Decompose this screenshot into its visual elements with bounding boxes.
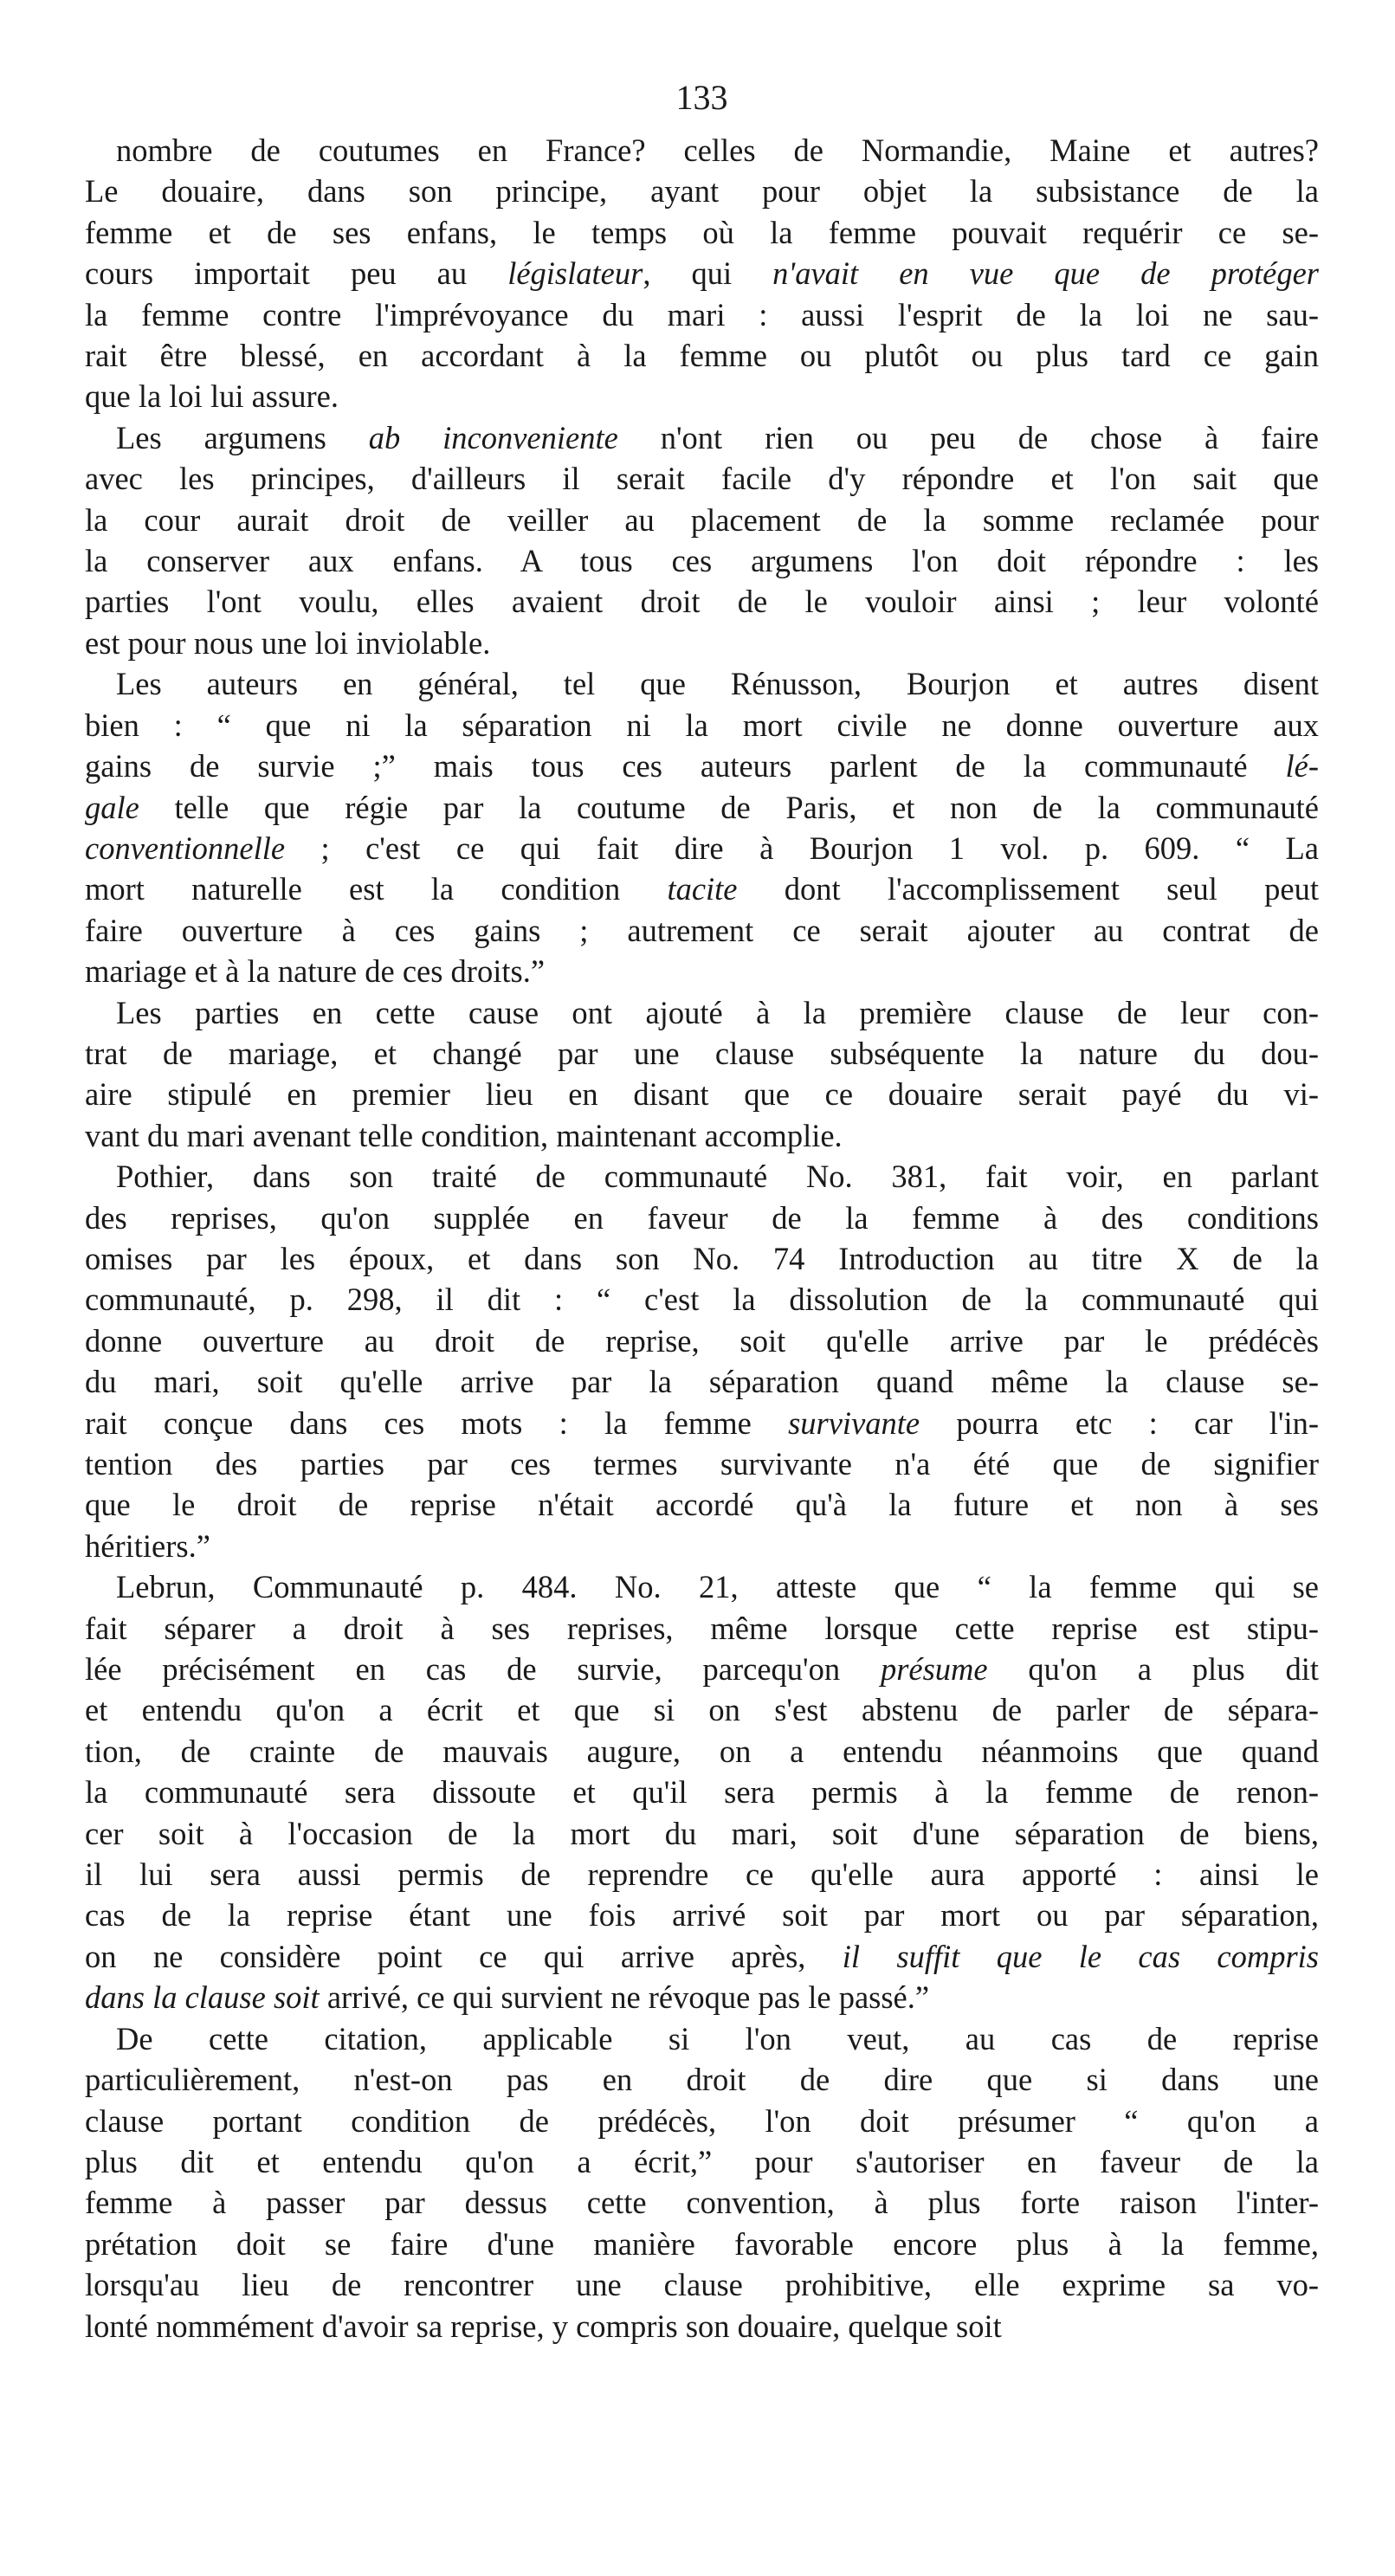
text-line	[85, 868, 1319, 909]
text-segment: parties l'ont voulu, elles avaient droit de le vouloir ainsi ; leur volonté	[85, 584, 1319, 620]
text-segment: des reprises, qu'on supplée en faveur de la femme à des conditions	[85, 1199, 1319, 1236]
text-segment: on ne considère point ce qui arrive après,	[85, 1938, 843, 1974]
text-segment: que le droit de reprise n'était accordé qu'à la future et non à ses	[85, 1487, 1319, 1523]
text-line	[85, 1238, 1319, 1279]
text-segment: particulièrement, n'est-on pas en droit de dire que si dans une	[85, 2062, 1319, 2098]
text-segment: héritiers.”	[85, 1527, 210, 1564]
italic-text: législateur	[507, 255, 643, 292]
paragraph	[85, 663, 1319, 991]
text-segment: omises par les époux, et dans son No. 74 Introduction au titre X de la	[85, 1240, 1319, 1276]
paragraph	[85, 1566, 1319, 2018]
text-segment: tion, de crainte de mauvais augure, on a entendu néanmoins que quand	[85, 1733, 1319, 1769]
italic-text: présume	[880, 1651, 988, 1688]
text-line	[85, 1074, 1319, 1114]
text-line	[85, 1320, 1319, 1361]
text-line	[85, 1198, 1319, 1238]
text-line	[85, 1977, 1319, 2018]
text-segment: rait conçue dans ces mots : la femme	[85, 1404, 789, 1441]
text-line	[85, 294, 1319, 335]
text-line	[85, 2059, 1319, 2100]
text-segment: avec les principes, d'ailleurs il serait facile d'y répondre et l'on sait que	[85, 461, 1319, 497]
text-segment: trat de mariage, et changé par une clause subséquente la nature du dou-	[85, 1035, 1319, 1071]
paragraph	[85, 992, 1319, 1157]
italic-text: il suffit que le cas compris	[842, 1938, 1319, 1974]
text-segment: faire ouverture à ces gains ; autrement ce serait ajouter au contrat de	[85, 912, 1319, 948]
text-line	[85, 376, 1319, 416]
text-segment: tention des parties par ces termes survivante n'a été que de signifier	[85, 1446, 1319, 1482]
text-segment: prétation doit se faire d'une manière favorable encore plus à la femme,	[85, 2225, 1319, 2262]
text-segment: la cour aurait droit de veiller au placement de la somme reclamée pour	[85, 501, 1319, 538]
text-line	[85, 130, 1319, 171]
text-segment: bien : “ que ni la séparation ni la mort civile ne donne ouverture aux	[85, 707, 1319, 743]
text-line	[85, 2224, 1319, 2264]
text-line	[85, 663, 1319, 704]
text-line	[85, 2101, 1319, 2141]
italic-text: survivante	[788, 1404, 920, 1441]
text-line	[85, 992, 1319, 1033]
text-line	[85, 171, 1319, 211]
text-segment: Les argumens	[116, 419, 369, 455]
text-segment: mariage et à la nature de ces droits.”	[85, 953, 546, 990]
text-line	[85, 1566, 1319, 1607]
text-segment: communauté, p. 298, il dit : “ c'est la dissolution de la communauté qui	[85, 1282, 1319, 1318]
text-segment: la communauté sera dissoute et qu'il sera permis à la femme de renon-	[85, 1774, 1319, 1811]
text-body	[85, 130, 1319, 2347]
text-line	[85, 910, 1319, 951]
text-line	[85, 1895, 1319, 1935]
text-segment: cas de la reprise étant une fois arrivé soit par mort ou par séparation,	[85, 1897, 1319, 1934]
text-line	[85, 1936, 1319, 1977]
text-line	[85, 1772, 1319, 1812]
text-segment: gains de survie ;” mais tous ces auteurs parlent de la communauté	[85, 748, 1286, 784]
text-segment: ; c'est ce qui fait dire à Bourjon 1 vol. p. 609. “ La	[285, 830, 1319, 866]
text-segment: De cette citation, applicable si l'on veut, au cas de reprise	[116, 2020, 1319, 2056]
text-segment: cer soit à l'occasion de la mort du mari, soit d'une séparation de biens,	[85, 1815, 1319, 1851]
text-line	[85, 335, 1319, 376]
text-segment: est pour nous une loi inviolable.	[85, 624, 491, 661]
text-segment: n'ont rien ou peu de chose à faire	[617, 419, 1319, 455]
text-line	[85, 1526, 1319, 1566]
text-segment: donne ouverture au droit de reprise, soit qu'elle arrive par le prédécès	[85, 1322, 1319, 1359]
italic-text: lé-	[1285, 748, 1319, 784]
text-segment: cours importait peu au	[85, 255, 508, 292]
text-segment: clause portant condition de prédécès, l'on doit présumer “ qu'on a	[85, 2102, 1319, 2139]
text-line	[85, 828, 1319, 868]
text-line	[85, 1156, 1319, 1197]
text-segment: il lui sera aussi permis de reprendre ce qu'elle aura apporté : ainsi le	[85, 1856, 1319, 1893]
text-segment: Le douaire, dans son principe, ayant pour objet la subsistance de la	[85, 173, 1319, 210]
text-segment: lonté nommément d'avoir sa reprise, y compris son douaire, quelque soit	[85, 2308, 1002, 2344]
text-line	[85, 1689, 1319, 1730]
text-segment: que la loi lui assure.	[85, 378, 339, 415]
text-line	[85, 417, 1319, 458]
italic-text: gale	[85, 789, 139, 825]
text-segment: dont l'accomplissement seul peut	[737, 871, 1319, 907]
italic-text: conventionnelle	[85, 830, 286, 866]
text-line	[85, 1854, 1319, 1895]
text-segment: lorsqu'au lieu de rencontrer une clause prohibitive, elle exprime sa vo-	[85, 2267, 1319, 2303]
text-line	[85, 500, 1319, 540]
text-line	[85, 787, 1319, 828]
text-line	[85, 540, 1319, 581]
text-segment: aire stipulé en premier lieu en disant que ce douaire serait payé du vi-	[85, 1076, 1319, 1113]
paragraph	[85, 417, 1319, 663]
text-line	[85, 1813, 1319, 1854]
text-line	[85, 2141, 1319, 2182]
text-segment: Les parties en cette cause ont ajouté à la première clause de leur con-	[116, 994, 1319, 1030]
text-segment: plus dit et entendu qu'on a écrit,” pour s'autoriser en faveur de la	[85, 2143, 1319, 2179]
text-line	[85, 2264, 1319, 2305]
text-segment: telle que régie par la coutume de Paris, et non de la communauté	[139, 789, 1319, 825]
text-segment: vant du mari avenant telle condition, maintenant accomplie.	[85, 1117, 843, 1153]
paragraph	[85, 1156, 1319, 1566]
paragraph	[85, 130, 1319, 417]
text-line	[85, 951, 1319, 991]
text-line	[85, 1115, 1319, 1156]
text-segment: Pothier, dans son traité de communauté No. 381, fait voir, en parlant	[116, 1159, 1319, 1195]
text-line	[85, 1403, 1319, 1443]
text-segment: lée précisément en cas de survie, parcequ'on	[85, 1651, 881, 1688]
text-segment: la femme contre l'imprévoyance du mari : aussi l'esprit de la loi ne sau-	[85, 296, 1319, 332]
text-line	[85, 212, 1319, 253]
text-line	[85, 581, 1319, 622]
text-segment: femme et de ses enfans, le temps où la femme pouvait requérir ce se-	[85, 214, 1319, 250]
paragraph	[85, 2018, 1319, 2347]
text-line	[85, 1443, 1319, 1484]
italic-text: ab inconveniente	[368, 419, 618, 455]
text-segment: arrivé, ce qui survient ne révoque pas le passé.”	[319, 1979, 930, 2016]
text-line	[85, 458, 1319, 499]
text-segment: et entendu qu'on a écrit et que si on s'est abstenu de parler de sépara-	[85, 1692, 1319, 1728]
text-segment: mort naturelle est la condition	[85, 871, 668, 907]
text-line	[85, 1279, 1319, 1320]
italic-text: tacite	[667, 871, 738, 907]
text-segment: femme à passer par dessus cette convention, à plus forte raison l'inter-	[85, 2185, 1319, 2221]
italic-text: dans la clause soit	[85, 1979, 320, 2016]
text-line	[85, 1484, 1319, 1525]
text-line	[85, 705, 1319, 746]
text-line	[85, 2018, 1319, 2059]
text-segment: qu'on a plus dit	[987, 1651, 1319, 1688]
text-line	[85, 1649, 1319, 1689]
text-line	[85, 2182, 1319, 2223]
text-segment: , qui	[643, 255, 773, 292]
text-line	[85, 2306, 1319, 2347]
text-line	[85, 1361, 1319, 1402]
text-line	[85, 253, 1319, 294]
italic-text: n'avait en vue que de protéger	[772, 255, 1319, 292]
text-segment: Les auteurs en général, tel que Rénusson, Bourjon et autres disent	[116, 666, 1319, 702]
text-segment: la conserver aux enfans. A tous ces argumens l'on doit répondre : les	[85, 543, 1319, 579]
text-segment: nombre de coutumes en France? celles de Normandie, Maine et autres?	[116, 132, 1319, 168]
text-line	[85, 746, 1319, 786]
page-number: 133	[675, 78, 728, 117]
text-line	[85, 1608, 1319, 1649]
text-segment: fait séparer a droit à ses reprises, même lorsque cette reprise est stipu-	[85, 1610, 1319, 1646]
text-line	[85, 1731, 1319, 1772]
text-segment: pourra etc : car l'in-	[920, 1404, 1319, 1441]
text-segment: Lebrun, Communauté p. 484. No. 21, atteste que “ la femme qui se	[116, 1569, 1319, 1605]
text-line	[85, 1033, 1319, 1074]
text-segment: du mari, soit qu'elle arrive par la séparation quand même la clause se-	[85, 1364, 1319, 1400]
text-line	[85, 623, 1319, 663]
text-segment: rait être blessé, en accordant à la femme ou plutôt ou plus tard ce gain	[85, 338, 1319, 374]
